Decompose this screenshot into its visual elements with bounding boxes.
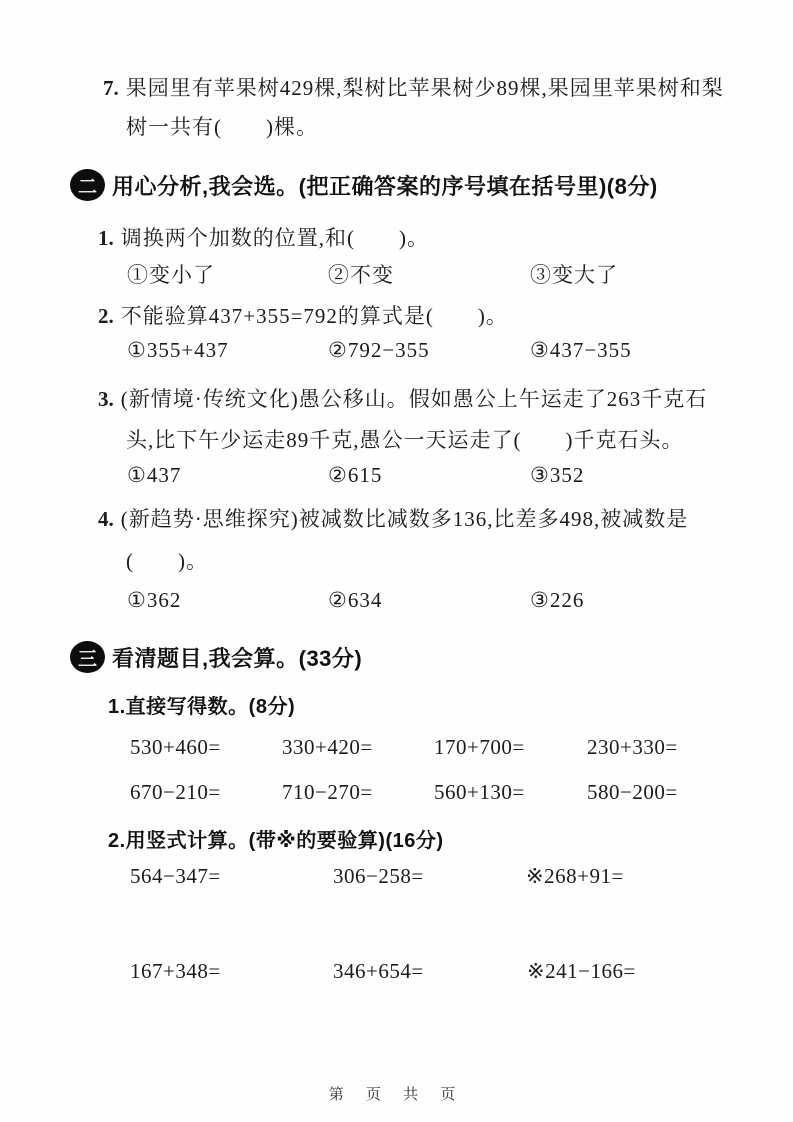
section-three-badge-icon: 三 xyxy=(70,641,105,673)
choice-q4-option-3: ③226 xyxy=(530,588,585,612)
question-7-number: 7. xyxy=(103,76,119,100)
page-footer: 第 页 共 页 xyxy=(328,1086,465,1103)
choice-q2-option-2: ②792−355 xyxy=(328,338,430,362)
choice-q4-option-1: ①362 xyxy=(127,588,182,612)
column-calc-item: 564−347= xyxy=(130,864,221,888)
choice-q3-line1 xyxy=(98,383,707,413)
choice-q4-line1 xyxy=(98,503,688,533)
calc-item: 580−200= xyxy=(587,780,678,804)
choice-q2-option-3: ③437−355 xyxy=(530,338,632,362)
section-two-badge-icon: 二 xyxy=(70,169,105,201)
choice-q1-option-2: ②不变 xyxy=(328,263,394,287)
question-7-line2: 树一共有( )棵。 xyxy=(126,115,318,139)
choice-q1-line xyxy=(98,222,429,252)
calc-item: 230+330= xyxy=(587,735,678,759)
choice-q1-number: 1. xyxy=(98,226,114,250)
choice-q3-option-2: ②615 xyxy=(328,463,383,487)
choice-q3-option-1: ①437 xyxy=(127,463,182,487)
calc-item: 170+700= xyxy=(434,735,525,759)
column-calc-item-check: ※268+91= xyxy=(526,864,624,888)
choice-q4-text1: (新趋势·思维探究)被减数比减数多136,比差多498,被减数是 xyxy=(120,507,689,531)
choice-q4-option-2: ②634 xyxy=(328,588,383,612)
column-calc-item: 167+348= xyxy=(130,959,221,983)
choice-q2-number: 2. xyxy=(98,304,114,328)
column-calc-item: 306−258= xyxy=(333,864,424,888)
section-2-title: 用心分析,我会选。(把正确答案的序号填在括号里)(8分) xyxy=(112,173,658,199)
calc-item: 330+420= xyxy=(282,735,373,759)
section-3-title: 看清题目,我会算。(33分) xyxy=(112,645,363,671)
choice-q3-option-3: ③352 xyxy=(530,463,585,487)
choice-q2-text: 不能验算437+355=792的算式是( )。 xyxy=(120,304,508,328)
choice-q2-option-1: ①355+437 xyxy=(127,338,229,362)
choice-q1-text: 调换两个加数的位置,和( )。 xyxy=(120,226,429,250)
choice-q2-line xyxy=(98,300,508,330)
calc-sub1-title: 1.直接写得数。(8分) xyxy=(108,696,296,718)
column-calc-item: 346+654= xyxy=(333,959,424,983)
calc-sub2-title: 2.用竖式计算。(带※的要验算)(16分) xyxy=(108,830,444,852)
question-7-text: 果园里有苹果树429棵,梨树比苹果树少89棵,果园里苹果树和梨 xyxy=(125,76,724,100)
calc-item: 530+460= xyxy=(130,735,221,759)
section-2-header xyxy=(70,169,658,201)
choice-q1-option-1: ①变小了 xyxy=(127,263,215,287)
choice-q3-number: 3. xyxy=(98,387,114,411)
calc-item: 670−210= xyxy=(130,780,221,804)
question-7-line1 xyxy=(103,72,724,102)
section-3-header xyxy=(70,641,362,673)
calc-item: 710−270= xyxy=(282,780,373,804)
choice-q4-line2: ( )。 xyxy=(126,549,208,573)
column-calc-item-check: ※241−166= xyxy=(527,959,636,983)
choice-q3-text1: (新情境·传统文化)愚公移山。假如愚公上午运走了263千克石 xyxy=(120,387,708,411)
choice-q1-option-3: ③变大了 xyxy=(530,263,618,287)
choice-q3-line2: 头,比下午少运走89千克,愚公一天运走了( )千克石头。 xyxy=(126,428,684,452)
calc-item: 560+130= xyxy=(434,780,525,804)
choice-q4-number: 4. xyxy=(98,507,114,531)
